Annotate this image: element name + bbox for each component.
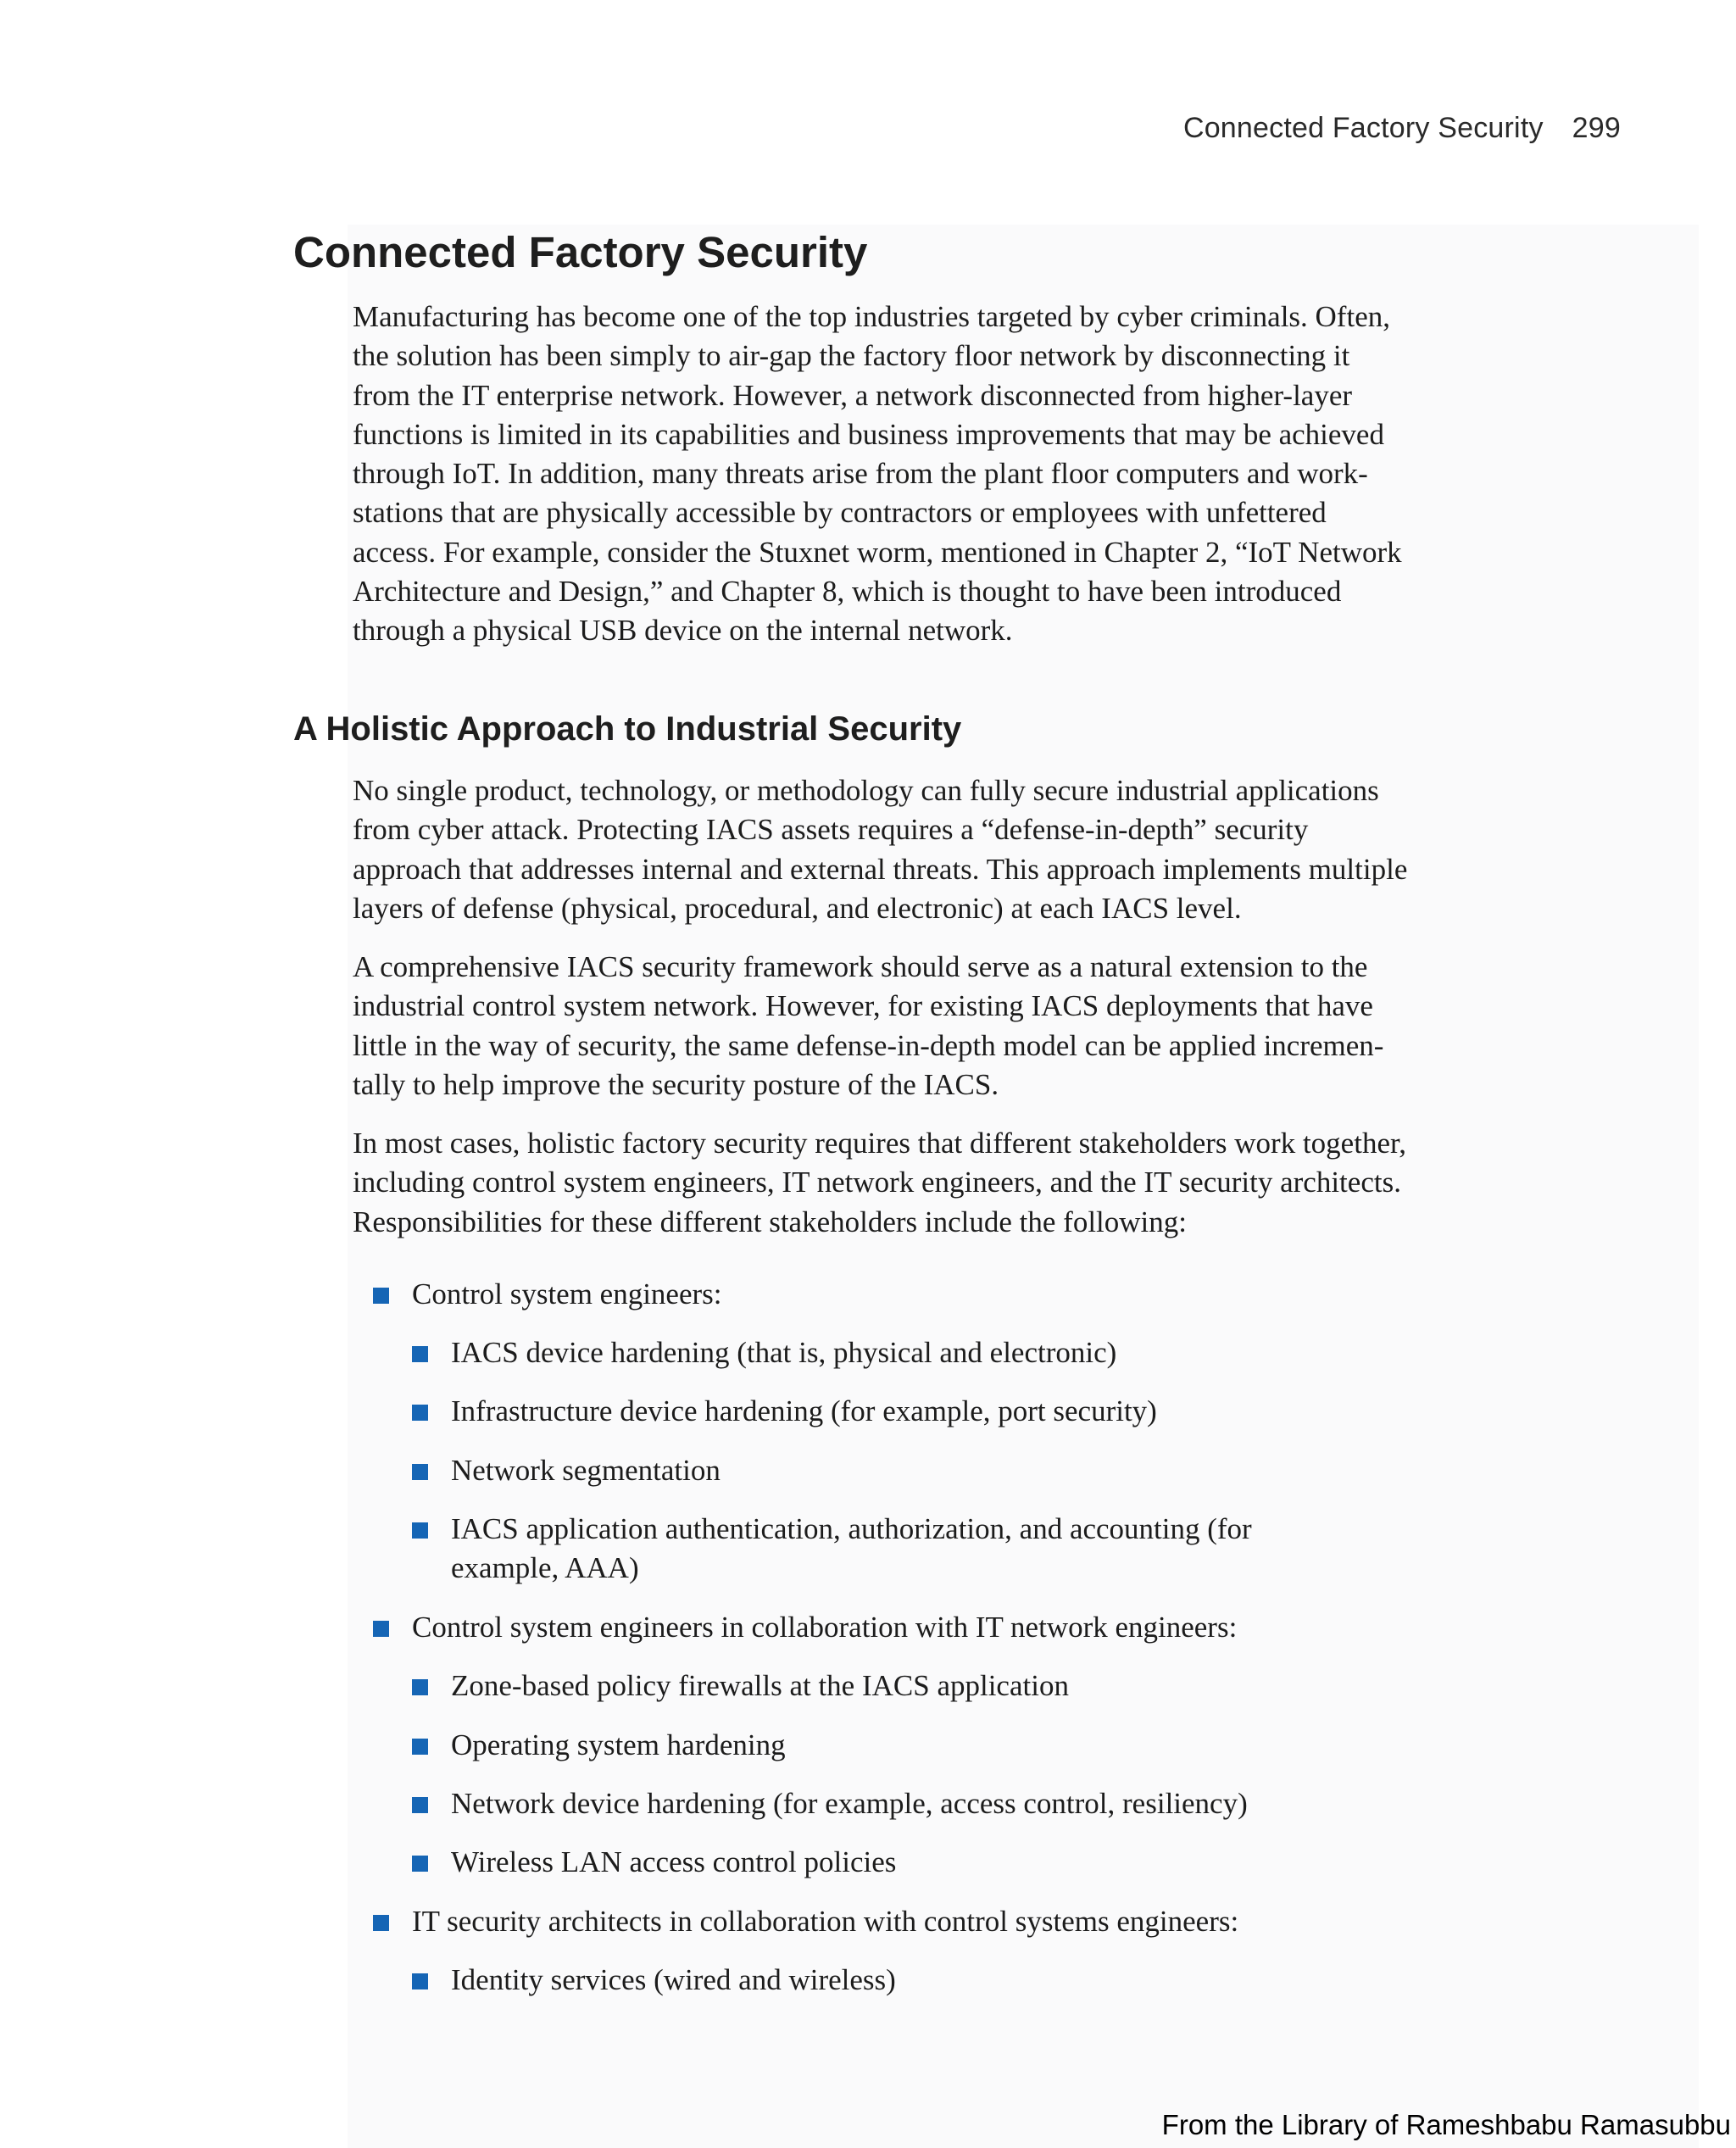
square-bullet-icon <box>412 1346 428 1362</box>
paragraph-stakeholders <box>353 1124 1406 1242</box>
square-bullet-icon <box>412 1464 428 1480</box>
text-line: approach that addresses internal and external threats. This approach implements multiple <box>353 852 1408 886</box>
square-bullet-icon <box>412 1973 428 1989</box>
square-bullet-icon <box>412 1739 428 1755</box>
square-bullet-icon <box>412 1522 428 1539</box>
square-bullet-icon <box>412 1856 428 1872</box>
page-number: 299 <box>1572 112 1621 144</box>
text-line: Responsibilities for these different stakeholders include the following: <box>353 1205 1187 1238</box>
paragraph-defense-in-depth <box>353 771 1407 928</box>
list-item-label: Control system engineers: <box>412 1277 722 1311</box>
list-subitem-label: Zone-based policy firewalls at the IACS application <box>451 1669 1069 1702</box>
text-line: access. For example, consider the Stuxnet worm, mentioned in Chapter 2, “IoT Network <box>353 535 1402 569</box>
intro-paragraph <box>353 298 1402 651</box>
list-subitem-label: Network device hardening (for example, access control, resiliency) <box>451 1787 1248 1820</box>
list-subitem <box>451 1961 896 2000</box>
square-bullet-icon <box>412 1679 428 1695</box>
list-subitem-label: Identity services (wired and wireless) <box>451 1963 896 1996</box>
list-subitem-label: IACS device hardening (that is, physical and electronic) <box>451 1336 1117 1369</box>
text-line: No single product, technology, or methodology can fully secure industrial applications <box>353 774 1379 807</box>
square-bullet-icon <box>412 1797 428 1813</box>
list-subitem <box>451 1392 1157 1431</box>
list-subitem <box>451 1726 786 1765</box>
text-line: A comprehensive IACS security framework should serve as a natural extension to the <box>353 950 1368 983</box>
text-line: In most cases, holistic factory security requires that different stakeholders work together, <box>353 1127 1406 1160</box>
list-subitem-label: Infrastructure device hardening (for example, port security) <box>451 1394 1157 1427</box>
text-line: the solution has been simply to air-gap the factory floor network by disconnecting it <box>353 339 1350 373</box>
list-subitem <box>451 1451 721 1490</box>
section-title: Connected Factory Security <box>293 228 868 276</box>
square-bullet-icon <box>373 1288 389 1304</box>
text-line: stations that are physically accessible by contractors or employees with unfettered <box>353 496 1327 530</box>
list-item <box>412 1275 722 1314</box>
text-line: from the IT enterprise network. However, a network disconnected from higher-layer <box>353 378 1353 412</box>
text-line: from cyber attack. Protecting IACS assets requires a “defense-in-depth” security <box>353 813 1309 847</box>
list-subitem-label: example, AAA) <box>451 1551 639 1585</box>
library-footer-note: From the Library of Rameshbabu Ramasubbu <box>1161 2109 1731 2140</box>
list-subitem <box>451 1510 1252 1589</box>
square-bullet-icon <box>373 1915 389 1931</box>
list-subitem-label: Network segmentation <box>451 1454 721 1487</box>
text-line: through IoT. In addition, many threats arise from the plant floor computers and work- <box>353 457 1368 491</box>
text-line: industrial control system network. However, for existing IACS deployments that have <box>353 989 1373 1023</box>
text-line: including control system engineers, IT network engineers, and the IT security architects. <box>353 1166 1401 1199</box>
list-subitem-label: Operating system hardening <box>451 1728 786 1761</box>
list-item <box>412 1608 1237 1647</box>
paragraph-framework <box>353 948 1383 1105</box>
list-subitem <box>451 1333 1116 1372</box>
text-line: layers of defense (physical, procedural, and electronic) at each IACS level. <box>353 891 1242 925</box>
text-line: Manufacturing has become one of the top industries targeted by cyber criminals. Often, <box>353 300 1390 333</box>
running-head-title: Connected Factory Security <box>1182 112 1544 144</box>
text-line: tally to help improve the security posture of the IACS. <box>353 1067 999 1101</box>
list-subitem <box>451 1667 1069 1706</box>
text-line: little in the way of security, the same defense-in-depth model can be applied incremen- <box>353 1028 1384 1062</box>
list-item-label: IT security architects in collaboration with control systems engineers: <box>412 1905 1239 1938</box>
text-line: functions is limited in its capabilities and business improvements that may be achieved <box>353 417 1384 451</box>
list-subitem <box>451 1784 1248 1823</box>
list-item-label: Control system engineers in collaboration with IT network engineers: <box>412 1611 1238 1644</box>
list-subitem-label: IACS application authentication, authorization, and accounting (for <box>451 1512 1252 1545</box>
list-subitem <box>451 1843 896 1882</box>
text-line: Architecture and Design,” and Chapter 8, which is thought to have been introduced <box>353 575 1342 609</box>
square-bullet-icon <box>373 1621 389 1637</box>
subsection-title: A Holistic Approach to Industrial Security <box>293 710 962 748</box>
text-line: through a physical USB device on the internal network. <box>353 614 1013 648</box>
square-bullet-icon <box>412 1405 428 1421</box>
list-subitem-label: Wireless LAN access control policies <box>451 1845 897 1878</box>
running-head <box>1183 112 1621 145</box>
list-item <box>412 1902 1238 1941</box>
